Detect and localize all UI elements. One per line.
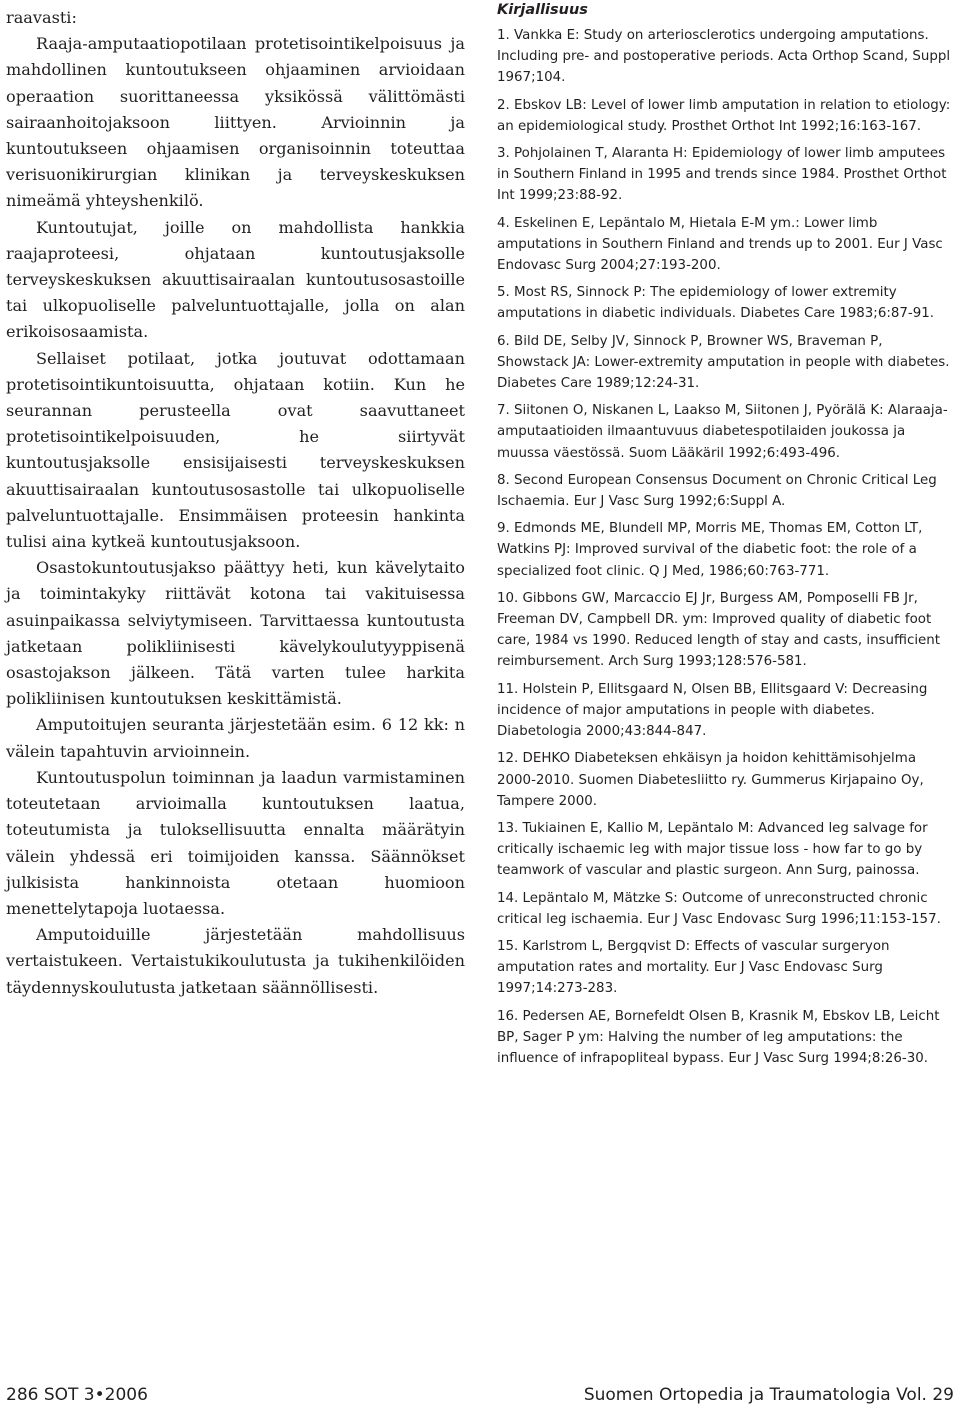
- reference-item: 2. Ebskov LB: Level of lower limb amputation in relation to etiology: an epidemiological study. Prosthet Orthot Int 1992;16:163-167.: [497, 97, 951, 134]
- reference-item: 16. Pedersen AE, Bornefeldt Olsen B, Krasnik M, Ebskov LB, Leicht BP, Sager P ym: Halving the number of leg amputations: the influence of infrapopliteal bypass. Eur J Vasc Surg 1994;8:26-30.: [497, 1008, 940, 1066]
- references-column: [497, 0, 958, 1075]
- reference-item: 15. Karlstrom L, Bergqvist D: Effects of vascular surgeryon amputation rates and mortality. Eur J Vasc Endovasc Surg 1997;14:273-283.: [497, 938, 890, 997]
- reference-item: 10. Gibbons GW, Marcaccio EJ Jr, Burgess AM, Pomposelli FB Jr, Freeman DV, Campbell DR. ym: Improved quality of diabetic foot care, 1984 vs 1990. Reduced length of stay and casts, insufficient reimbursement. Arch Surg 1993;128:576-581.: [497, 590, 941, 670]
- reference-item: 8. Second European Consensus Document on Chronic Critical Leg Ischaemia. Eur J Vasc Surg 1992;6:Suppl A.: [497, 472, 937, 510]
- page-footer: [6, 1383, 954, 1407]
- references-heading: Kirjallisuus: [497, 2, 588, 18]
- reference-item: 13. Tukiainen E, Kallio M, Lepäntalo M: Advanced leg salvage for critically ischaemic leg with major tissue loss - how far to go by teamwork of vascular and plastic surgeon. Ann Surg, painossa.: [497, 820, 928, 879]
- reference-item: 5. Most RS, Sinnock P: The epidemiology of lower extremity amputations in diabetic individuals. Diabetes Care 1983;6:87-91.: [497, 285, 935, 322]
- reference-item: 1. Vankka E: Study on arteriosclerotics undergoing amputations. Including pre- and postoperative periods. Acta Orthop Scand, Suppl 1967;104.: [497, 28, 951, 86]
- body-paragraph: Amputoitujen seuranta järjestetään esim. 6 12 kk: n välein tapahtuvin arvioinnein.: [6, 715, 465, 761]
- reference-item: 6. Bild DE, Selby JV, Sinnock P, Browner WS, Braveman P, Showstack JA: Lower-extremity amputation in people with diabetes. Diabetes Care 1989;12:24-31.: [497, 333, 950, 392]
- reference-item: 12. DEHKO Diabeteksen ehkäisyn ja hoidon kehittämisohjelma 2000-2010. Suomen Diabetesliitto ry. Gummerus Kirjapaino Oy, Tampere 2000.: [497, 751, 924, 809]
- body-text-column: [6, 5, 465, 1001]
- reference-item: 3. Pohjolainen T, Alaranta H: Epidemiology of lower limb amputees in Southern Finland in 1995 and trends since 1984. Prosthet Orthot Int 1999;23:88-92.: [497, 146, 947, 204]
- lead-line: raavasti:: [6, 8, 77, 27]
- body-paragraph: Raaja-amputaatiopotilaan protetisointikelpoisuus ja mahdollinen kuntoutukseen ohjaaminen arvioidaan operaation suorittaneessa yksikössä välittömästi sairaanhoitojaksoon liittyen. Arvioinnin ja kuntoutukseen ohjaamisen organisoinnin toteuttaa verisuonikirurgian klinikan ja terveyskeskuksen nimeämä yhteyshenkilö.: [6, 34, 465, 211]
- body-paragraph: Kuntoutujat, joille on mahdollista hankkia raajaproteesi, ohjataan kuntoutusjaksolle terveyskeskuksen akuuttisairaalan kuntoutusosastoille tai ulkopuoliselle palveluntuottajalle, jolla on alan erikoisosaamista.: [6, 217, 465, 342]
- reference-item: 11. Holstein P, Ellitsgaard N, Olsen BB, Ellitsgaard V: Decreasing incidence of major amputations in people with diabetes. Diabetologia 2000;43:844-847.: [497, 681, 928, 740]
- body-paragraph: Sellaiset potilaat, jotka joutuvat odottamaan protetisointikuntoisuutta, ohjataan kotiin. Kun he seurannan perusteella ovat saavuttaneet protetisointikelpoisuuden, he siirtyvät kuntoutusjaksolle ensisijaisesti terveyskeskuksen akuuttisairaalan kuntoutusosastolle tai ulkopuoliselle palveluntuottajalle. Ensimmäisen proteesin hankinta tulisi aina kytkeä kuntoutusjaksoon.: [6, 348, 465, 552]
- body-paragraph: Kuntoutuspolun toiminnan ja laadun varmistaminen toteutetaan arvioimalla kuntoutuksen laatua, toteutumista ja tuloksellisuutta ennalta määrätyin välein yhdessä eri toimijoiden kanssa. Säännökset julkisista hankinnoista otetaan huomioon menettelytapoja luotaessa.: [6, 767, 465, 918]
- body-paragraph: Osastokuntoutusjakso päättyy heti, kun kävelytaito ja toimintakyky riittävät kotona tai vakituisessa asuinpaikassa selviytymiseen. Tarvittaessa kuntoutusta jatketaan polikliinisesti kävelykoulutyyppisenä osastojakson jälkeen. Tätä varten tulee harkita polikliinisen kuntoutuksen keskittämistä.: [6, 558, 465, 709]
- reference-item: 9. Edmonds ME, Blundell MP, Morris ME, Thomas EM, Cotton LT, Watkins PJ: Improved survival of the diabetic foot: the role of a specialized foot clinic. Q J Med, 1986;60:763-771.: [497, 521, 923, 579]
- body-paragraph: Amputoiduille järjestetään mahdollisuus vertaistukeen. Vertaistukikoulutusta ja tukihenkilöiden täydennyskoulutusta jatketaan säännöllisesti.: [6, 925, 465, 997]
- footer-page-issue: 286 SOT 3•2006: [6, 1385, 148, 1405]
- footer-journal-title: Suomen Ortopedia ja Traumatologia Vol. 29: [583, 1385, 954, 1405]
- reference-item: 7. Siitonen O, Niskanen L, Laakso M, Siitonen J, Pyörälä K: Alaraaja-amputaatioiden ilmaantuvuus diabetespotilaiden joukossa ja muussa väestössä. Suom Lääkäril 1992;6:493-496.: [497, 403, 948, 461]
- reference-item: 4. Eskelinen E, Lepäntalo M, Hietala E-M ym.: Lower limb amputations in Southern Finland and trends up to 2001. Eur J Vasc Endovasc Surg 2004;27:193-200.: [497, 215, 943, 274]
- reference-item: 14. Lepäntalo M, Mätzke S: Outcome of unreconstructed chronic critical leg ischaemia. Eur J Vasc Endovasc Surg 1996;11:153-157.: [497, 890, 941, 927]
